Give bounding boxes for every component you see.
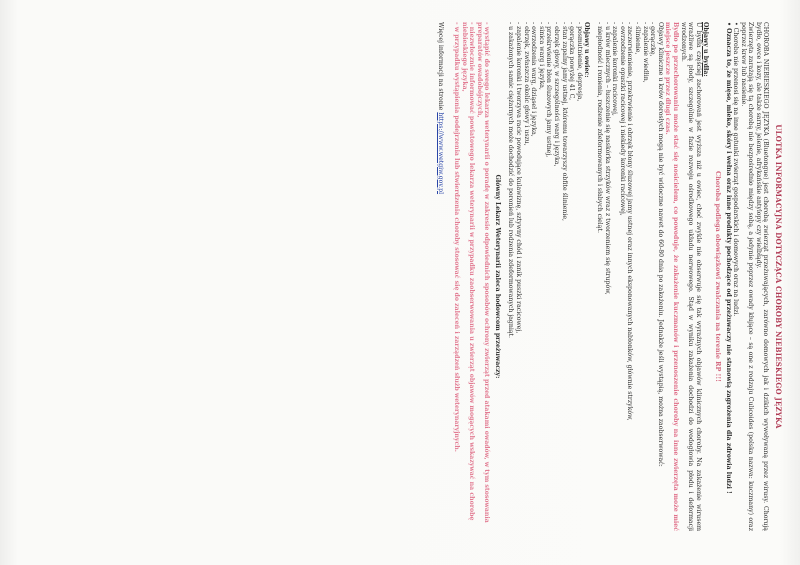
more-info — [437, 22, 445, 531]
cattle-symptoms-list — [595, 22, 656, 531]
list-item: - u zakażonych samic ciężarnych może dochodzić do poronień lub rodzenia zdeformowanych jagniąt. — [507, 22, 515, 531]
page-title: ULOTKA INFORMACYJNA DOTYCZĄCA CHOROBY NIEBIESKIEGO JĘZYKA — [774, 124, 783, 429]
transmission-paragraph: Zwierzęta zarażają się tą chorobą nie bezpośrednio między sobą, a jedynie poprzez owady kłujące – są one z rodzaju Culicoides (polska nazwa: kuczmany) oraz poprzez krew lub nasienie. — [739, 22, 755, 531]
list-item: - gorączkę, — [649, 22, 657, 531]
list-item: - zaczerwienienie, przekrwienie i obrzęk błony śluzowej jamy ustnej oraz innych eksponowanych nabłonków, głównie strzyków, — [626, 22, 634, 531]
list-item: - u krów mlecznych – łuszczenie się naskórka strzyków wraz z tworzeniem się strupów, — [603, 22, 611, 531]
list-item: - niezwłocznie informować powiatowego lekarza weterynarii w przypadku zaobserwowania u zwierząt objawów mogących wskazywać na chorobę niebieskiego języka, — [460, 22, 475, 531]
list-item: - niepłodność i ronienia, rodzenie zdeformowanych i słabych cieląt. — [595, 22, 603, 531]
list-item: - ślinienie, — [633, 22, 641, 531]
more-info-label: Więcej informacji na stronie — [437, 22, 445, 111]
list-item: - posmutnienie, depresja, — [575, 22, 583, 531]
sheep-symptoms-list — [507, 22, 583, 531]
list-item: - obrzęk głowy, w szczególności warg i języka, — [552, 22, 560, 531]
leaflet — [40, 0, 800, 565]
list-item: - przekrwienie błon śluzowych jamy ustnej, — [545, 22, 553, 531]
cattle-heading: Objawy u bydła: — [702, 22, 710, 77]
list-item: - obrzęk, zwłaszcza okolic głowy i uszu, — [522, 22, 530, 531]
list-item: - zapalenie koronki i tworzywa racic powodujące kulawiznę, sztywny chód i zanik puszki racicowej, — [515, 22, 523, 531]
recommendations-list — [452, 22, 490, 531]
cattle-paragraph: U bydła częściej zachorowań jest wyższa niż u owiec, choć zwykle nie obserwuje się tak wyraźnych objawów klinicznych choroby. Na zakażenie wirusem wrażliwe są płody, szczególnie w fazie rozwoju ośrodkowego układu nerwowego. Stąd w wyniku zakażenia dochodzi do wodogłowia płodu i deformacji wrodzonych. — [679, 22, 702, 531]
list-item: - w przypadku wystąpienia podejrzenia lub stwierdzenia choroby stosować się do zaleceń i zarządzeń służb weterynaryjnych. — [452, 22, 460, 531]
recommendations-heading: Główny Lekarz Weterynarii zaleca hodowcom przeżuwaczy: — [493, 174, 501, 379]
sheep-heading: Objawy u owiec: — [583, 22, 591, 78]
cattle-duration: Objawy kliniczne u krów dorosłych mogą nie być widoczne nawet do 60-80 dnia po zakażeniu. Jednakże jeśli wystąpią, można zaobserwować: — [656, 22, 664, 467]
more-info-link[interactable]: https://www.wetgiw.gov.pl — [437, 112, 445, 195]
list-item: - zapalenie wiedłin, — [641, 22, 649, 531]
intro-paragraph: CHOROBA NIEBIESKIEGO JĘZYKA (Bluetongue) jest chorobą zwierząt przeżuwających, zarówno domowych jak i dzikich wywoływaną przez wirusy. Chorują bydło, owce i kozy, ale także sarny, jelenie, afrykańskie antylopy czy wielbłądy. — [754, 22, 770, 531]
cattle-warning: Bydło po przechorowaniu może stać się nosicielem, co powoduje, że zakażenie kuczmanów i przenoszenie choroby na inne zwierzęta może mieć miejsce jeszcze przez długi czas. — [664, 22, 679, 531]
list-item: - gorączka powyżej 41 C, — [568, 22, 576, 531]
list-item: - wystąpić do swego lekarza weterynarii o poradę w zakresie odpowiednich sposobów ochrony zwierząt przed atakami owadów, w tym stosowania preparatów owadobójczych, — [475, 22, 490, 531]
list-item: - zapalenie koronki racicowej, — [611, 22, 619, 531]
list-item: - owrzodzenia warg, dziąseł i języka, — [530, 22, 538, 531]
section-subtitle: Choroba podlega obowiązkowi zwalczania na terenie RP !!! — [713, 171, 722, 382]
list-item: - owrzodzenie opuszki racicowej i niekiedy koronki racicowej, — [618, 22, 626, 531]
list-item: - stan zapalny jamy ustnej, któremu towarzyszy obfite ślinienie, — [560, 22, 568, 531]
info-bullet: • Choroba nie przenosi się na inne gatunki zwierząt gospodarskich i domowych oraz na ludzi. — [732, 22, 740, 531]
list-item: - sinica warg i języka, — [537, 22, 545, 531]
info-bullet: • Oznacza to, że mięso, mleko, skóry i wełna oraz inne produkty pochodzące od przeżuwaczy nie stanowią zagrożenia dla zdrowia ludzi ! — [724, 22, 732, 531]
